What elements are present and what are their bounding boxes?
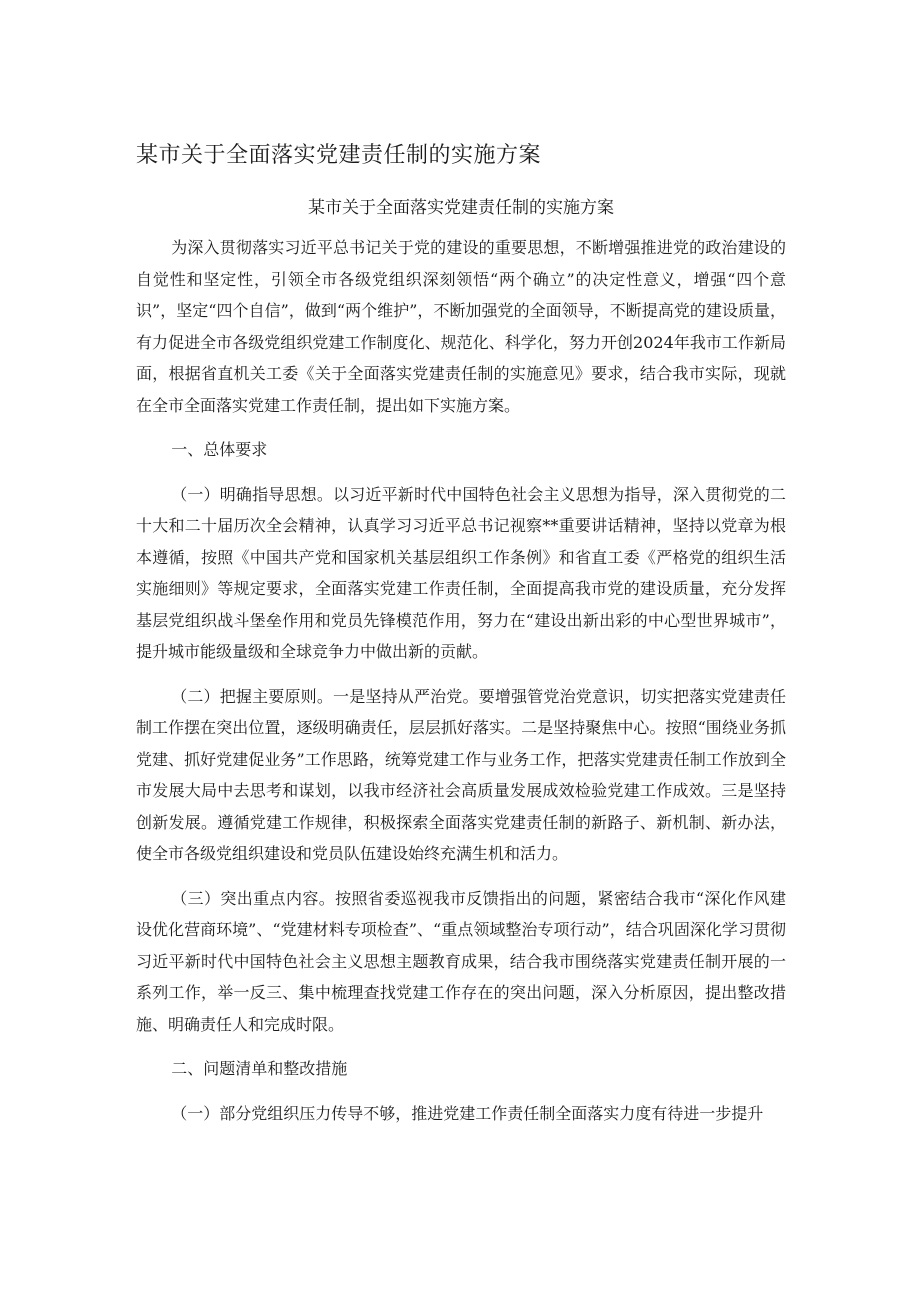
paragraph-guiding-ideology: （一）明确指导思想。以习近平新时代中国特色社会主义思想为指导，深入贯彻党的二十大和二十届历次全会精神，认真学习习近平总书记视察**重要讲话精神，坚持以党章为根本遵循，按照《中国共产党和国家机关基层组织工作条例》和省直工委《严格党的组织生活实施细则》等规定要求，全面落实党建工作责任制，全面提高我市党的建设质量，充分发挥基层党组织战斗堡垒作用和党员先锋模范作用，努力在“建设出新出彩的中心型世界城市”，提升城市能级量级和全球竞争力中做出新的贡献。 [136,484,786,661]
paragraph-main-principles: （二）把握主要原则。一是坚持从严治党。要增强管党治党意识，切实把落实党建责任制工作摆在突出位置，逐级明确责任，层层抓好落实。二是坚持聚焦中心。按照“围绕业务抓党建、抓好党建促业务”工作思路，统筹党建工作与业务工作，把落实党建责任制工作放到全市发展大局中去思考和谋划，以我市经济社会高质量发展成效检验党建工作成效。三是坚持创新发展。遵循党建工作规律，积极探索全面落实党建责任制的新路子、新机制、新办法，使全市各级党组织建设和党员队伍建设始终充满生机和活力。 [136,686,786,863]
document-subtitle: 某市关于全面落实党建责任制的实施方案 [308,198,614,218]
document-title: 某市关于全面落实党建责任制的实施方案 [136,143,542,168]
section-heading-problem-list: 二、问题清单和整改措施 [171,1059,348,1078]
document-body [136,232,786,1142]
section-heading-general-requirements: 一、总体要求 [171,440,268,459]
paragraph-key-content: （三）突出重点内容。按照省委巡视我市反馈指出的问题，紧密结合我市“深化作风建设优化营商环境”、“党建材料专项检查”、“重点领域整治专项行动”，结合巩固深化学习贯彻习近平新时代中国特色社会主义思想主题教育成果，结合我市围绕落实党建责任制开展的一系列工作，举一反三、集中梳理查找党建工作存在的突出问题，深入分析原因，提出整改措施、明确责任人和完成时限。 [136,888,786,1034]
intro-paragraph: 为深入贯彻落实习近平总书记关于党的建设的重要思想，不断增强推进党的政治建设的自觉性和坚定性，引领全市各级党组织深刻领悟“两个确立”的决定性意义，增强“四个意识”，坚定“四个自信”，做到“两个维护”，不断加强党的全面领导，不断提高党的建设质量，有力促进全市各级党组织党建工作制度化、规范化、科学化，努力开创2024年我市工作新局面，根据省直机关工委《关于全面落实党建责任制的实施意见》要求，结合我市实际，现就在全市全面落实党建工作责任制，提出如下实施方案。 [136,238,786,415]
paragraph-problem-one: （一）部分党组织压力传导不够，推进党建工作责任制全面落实力度有待进一步提升 [171,1103,764,1123]
